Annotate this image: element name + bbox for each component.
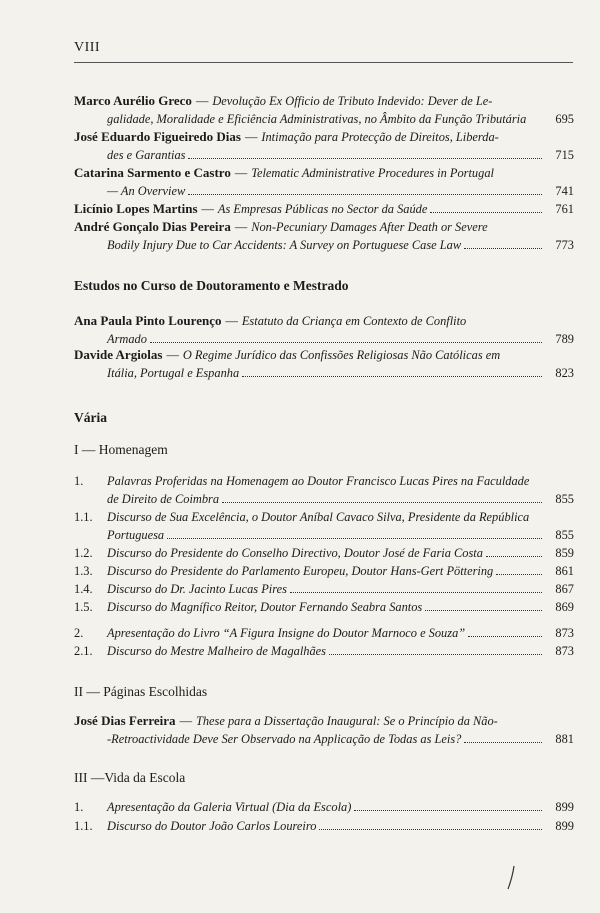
toc-entry[interactable]: José Dias Ferreira — These para a Dissertação Inaugural: Se o Princípio da Não- -Retroactividade Deve Ser Observado na Applicação de Todas as Leis? 881 xyxy=(74,713,574,746)
item-number: 1.2. xyxy=(74,546,93,560)
item-title: Discurso do Dr. Jacinto Lucas Pires xyxy=(107,582,287,596)
leader-dots xyxy=(425,610,542,611)
subsection-heading-homenagem: I — Homenagem xyxy=(74,442,168,457)
leader-dots xyxy=(290,592,542,593)
leader-dots xyxy=(496,574,542,575)
subsection-heading-paginas: II — Páginas Escolhidas xyxy=(74,684,208,699)
item-title: Discurso do Mestre Malheiro de Magalhães xyxy=(107,644,326,658)
item-number: 1.3. xyxy=(74,564,93,578)
leader-dots xyxy=(319,829,542,830)
item-title: Discurso do Presidente do Conselho Directivo, Doutor José de Faria Costa xyxy=(107,546,483,560)
toc-entry[interactable]: Licínio Lopes Martins — As Empresas Públicas no Sector da Saúde 761 xyxy=(74,201,574,216)
entry-title-cont: Armado xyxy=(107,332,147,346)
item-page: 867 xyxy=(555,582,574,596)
subsection-heading-vida: III —Vida da Escola xyxy=(74,770,186,785)
leader-dots xyxy=(222,502,542,503)
entry-author: Licínio Lopes Martins xyxy=(74,201,198,216)
leader-dots xyxy=(167,538,542,539)
entry-author: André Gonçalo Dias Pereira xyxy=(74,219,231,234)
item-page: 873 xyxy=(555,644,574,658)
item-page: 861 xyxy=(555,564,574,578)
item-title-cont: de Direito de Coimbra xyxy=(107,492,220,506)
entry-title: Intimação para Protecção de Direitos, Liberda- xyxy=(261,130,499,144)
entry-author: José Dias Ferreira xyxy=(74,713,176,728)
toc-entry[interactable]: Davide Argiolas — O Regime Jurídico das Confissões Religiosas Não Católicas em Itália, Portugal e Espanha 823 xyxy=(74,347,574,380)
leader-dots xyxy=(486,556,542,557)
toc-entry[interactable]: Marco Aurélio Greco — Devolução Ex Officio de Tributo Indevido: Dever de Le- galidade, Moralidade e Eficiência Administrativas, no Âmbito da Função Tributária 695 xyxy=(74,93,574,126)
section-heading-varia: Vária xyxy=(74,410,107,425)
entry-title-cont: des e Garantias xyxy=(107,148,186,162)
item-number: 1.1. xyxy=(74,819,93,833)
entry-author: Ana Paula Pinto Lourenço xyxy=(74,313,222,328)
item-page: 899 xyxy=(555,819,574,833)
entry-title: As Empresas Públicas no Sector da Saúde xyxy=(217,202,428,216)
entry-title: Devolução Ex Officio de Tributo Indevido: Dever de Le- xyxy=(212,94,493,108)
header-rule xyxy=(74,62,573,63)
leader-dots xyxy=(188,194,542,195)
entry-title: Estatuto da Criança em Contexto de Conflito xyxy=(241,314,467,328)
entry-page: 741 xyxy=(555,184,574,198)
entry-page: 773 xyxy=(555,238,574,252)
item-title: Apresentação da Galeria Virtual (Dia da Escola) xyxy=(107,800,352,814)
entry-title-cont: Itália, Portugal e Espanha xyxy=(107,366,240,380)
item-page: 855 xyxy=(555,492,574,506)
toc-entry[interactable]: Ana Paula Pinto Lourenço — Estatuto da Criança em Contexto de Conflito Armado 789 xyxy=(74,313,574,346)
entry-title: O Regime Jurídico das Confissões Religiosas Não Católicas em xyxy=(182,348,501,362)
entry-page: 715 xyxy=(555,148,574,162)
item-title: Apresentação do Livro “A Figura Insigne do Doutor Marnoco e Souza” xyxy=(107,626,466,640)
item-title: Discurso do Doutor João Carlos Loureiro xyxy=(107,819,317,833)
item-number: 1.4. xyxy=(74,582,93,596)
toc-entry[interactable]: André Gonçalo Dias Pereira — Non-Pecuniary Damages After Death or Severe Bodily Injury Due to Car Accidents: A Survey on Portuguese Case Law 773 xyxy=(74,219,574,252)
leader-dots xyxy=(430,212,542,213)
toc-item[interactable] xyxy=(74,598,574,616)
leader-dots xyxy=(329,654,542,655)
item-title-cont: Portuguesa xyxy=(107,528,165,542)
toc-item[interactable] xyxy=(74,562,574,580)
leader-dots xyxy=(242,376,542,377)
item-title: Discurso do Magnífico Reitor, Doutor Fernando Seabra Santos xyxy=(107,600,423,614)
leader-dots xyxy=(468,636,542,637)
leader-dots xyxy=(354,810,542,811)
item-title: Discurso de Sua Excelência, o Doutor Aníbal Cavaco Silva, Presidente da República xyxy=(107,510,530,524)
toc-entry[interactable]: Catarina Sarmento e Castro — Telematic Administrative Procedures in Portugal — An Overview 741 xyxy=(74,165,574,198)
item-number: 1.1. xyxy=(74,510,93,524)
toc-item[interactable] xyxy=(74,798,574,816)
entry-title-cont: galidade, Moralidade e Eficiência Administrativas, no Âmbito da Função Tributária xyxy=(107,112,527,126)
entry-page: 881 xyxy=(555,732,574,746)
item-number: 2.1. xyxy=(74,644,93,658)
item-number: 1. xyxy=(74,474,84,488)
entry-author: José Eduardo Figueiredo Dias xyxy=(74,129,241,144)
item-number: 1.5. xyxy=(74,600,93,614)
toc-entry[interactable]: José Eduardo Figueiredo Dias — Intimação para Protecção de Direitos, Liberda- des e Garantias 715 xyxy=(74,129,574,162)
toc-item[interactable] xyxy=(74,580,574,598)
entry-title: Telematic Administrative Procedures in Portugal xyxy=(251,166,494,180)
entry-author: Davide Argiolas xyxy=(74,347,163,362)
toc-item[interactable] xyxy=(74,508,574,544)
entry-author: Marco Aurélio Greco xyxy=(74,93,192,108)
toc-item[interactable] xyxy=(74,544,574,562)
item-number: 2. xyxy=(74,626,84,640)
entry-title: These para a Dissertação Inaugural: Se o Princípio da Não- xyxy=(195,714,498,728)
item-title: Discurso do Presidente do Parlamento Europeu, Doutor Hans-Gert Pöttering xyxy=(107,564,494,578)
entry-page: 695 xyxy=(555,112,574,126)
entry-page: 789 xyxy=(555,332,574,346)
item-page: 873 xyxy=(555,626,574,640)
toc-item[interactable] xyxy=(74,642,574,660)
toc-item[interactable] xyxy=(74,624,574,642)
entry-author: Catarina Sarmento e Castro xyxy=(74,165,231,180)
section-heading-doutoramento: Estudos no Curso de Doutoramento e Mestrado xyxy=(74,278,349,293)
leader-dots xyxy=(150,342,542,343)
entry-title: Non-Pecuniary Damages After Death or Severe xyxy=(251,220,488,234)
entry-title-cont: Bodily Injury Due to Car Accidents: A Survey on Portuguese Case Law xyxy=(107,238,462,252)
item-number: 1. xyxy=(74,800,84,814)
leader-dots xyxy=(188,158,542,159)
leader-dots xyxy=(464,742,542,743)
entry-page: 823 xyxy=(555,366,574,380)
page-number-header: VIII xyxy=(74,40,101,55)
toc-item[interactable] xyxy=(74,817,574,835)
item-page: 859 xyxy=(555,546,574,560)
item-page: 869 xyxy=(555,600,574,614)
leader-dots xyxy=(464,248,542,249)
entry-title-cont: — An Overview xyxy=(107,184,186,198)
pencil-mark xyxy=(505,865,517,891)
item-title: Palavras Proferidas na Homenagem ao Doutor Francisco Lucas Pires na Faculdade xyxy=(107,474,530,488)
item-page: 899 xyxy=(555,800,574,814)
entry-page: 761 xyxy=(555,202,574,216)
item-page: 855 xyxy=(555,528,574,542)
entry-title-cont: -Retroactividade Deve Ser Observado na Applicação de Todas as Leis? xyxy=(107,732,462,746)
toc-item[interactable] xyxy=(74,472,574,508)
